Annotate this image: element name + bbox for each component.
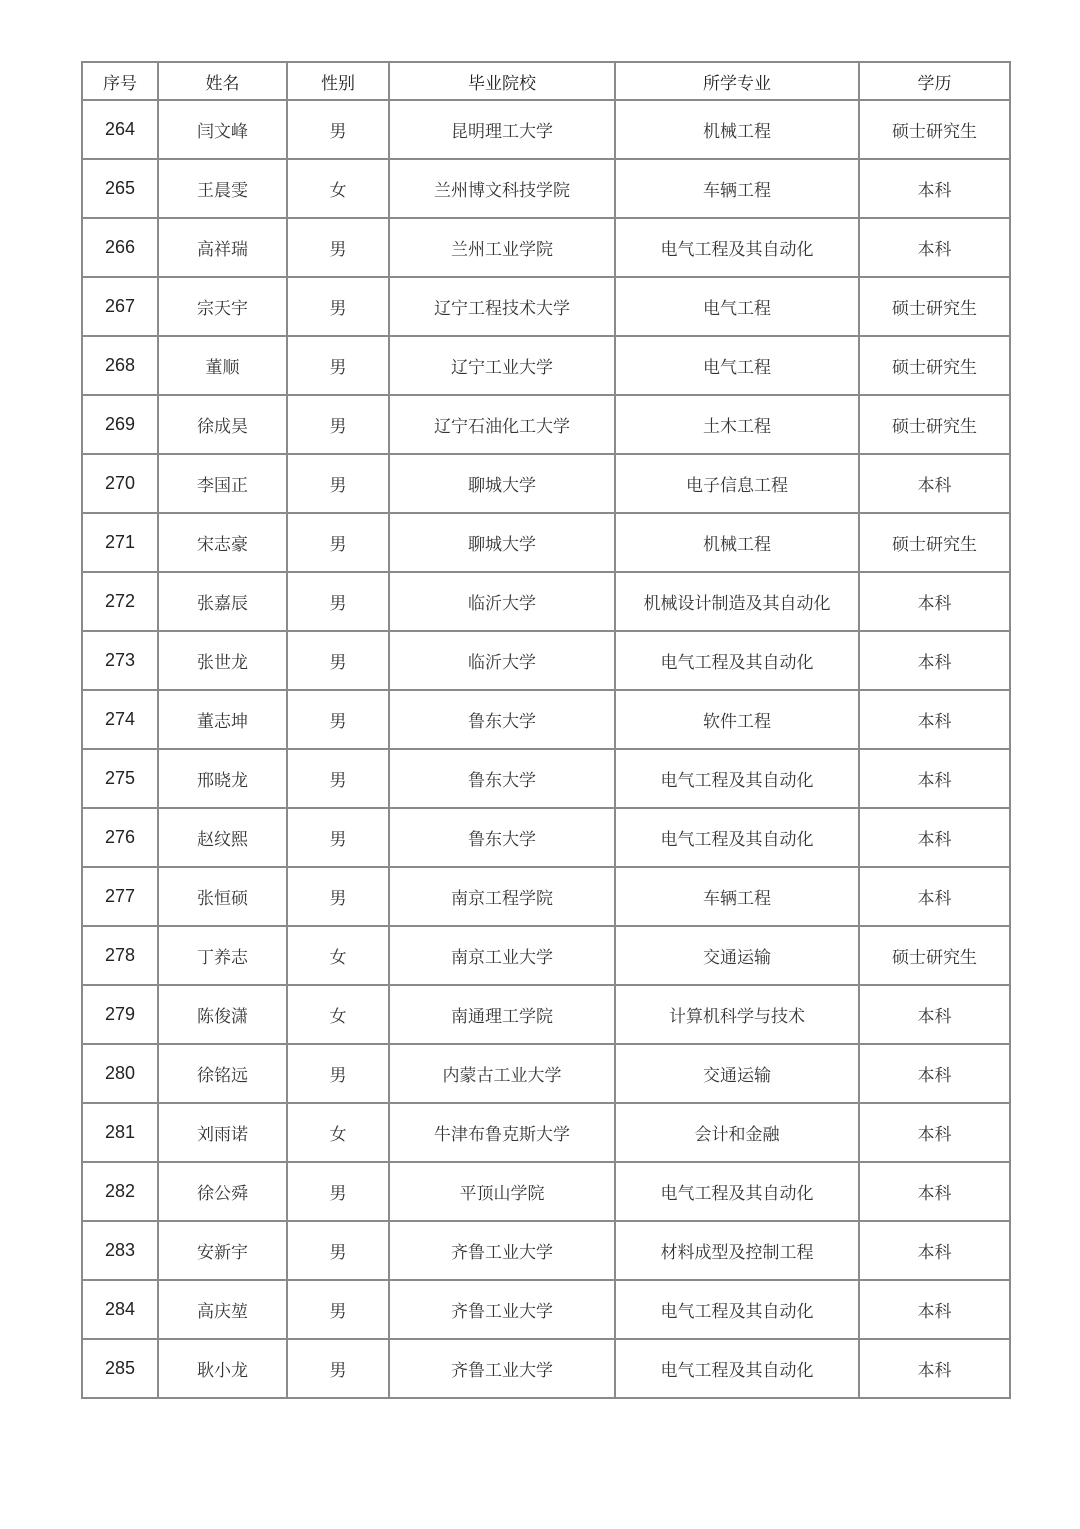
cell-seq: 273 xyxy=(82,631,158,690)
cell-school: 鲁东大学 xyxy=(389,808,615,867)
cell-seq: 285 xyxy=(82,1339,158,1398)
header-gender: 性别 xyxy=(287,62,389,100)
cell-school: 平顶山学院 xyxy=(389,1162,615,1221)
cell-degree: 硕士研究生 xyxy=(859,277,1010,336)
cell-degree: 硕士研究生 xyxy=(859,336,1010,395)
table-row xyxy=(82,159,1010,218)
cell-major: 软件工程 xyxy=(615,690,859,749)
cell-name: 陈俊潇 xyxy=(158,985,287,1044)
cell-seq: 275 xyxy=(82,749,158,808)
cell-school: 鲁东大学 xyxy=(389,690,615,749)
cell-name: 徐公舜 xyxy=(158,1162,287,1221)
cell-gender: 男 xyxy=(287,867,389,926)
header-degree: 学历 xyxy=(859,62,1010,100)
header-seq: 序号 xyxy=(82,62,158,100)
table-row xyxy=(82,1103,1010,1162)
cell-degree: 本科 xyxy=(859,1221,1010,1280)
cell-school: 牛津布鲁克斯大学 xyxy=(389,1103,615,1162)
cell-degree: 本科 xyxy=(859,1162,1010,1221)
cell-school: 辽宁工业大学 xyxy=(389,336,615,395)
cell-name: 耿小龙 xyxy=(158,1339,287,1398)
table-row xyxy=(82,1162,1010,1221)
cell-major: 电气工程及其自动化 xyxy=(615,1162,859,1221)
cell-name: 张世龙 xyxy=(158,631,287,690)
cell-name: 张恒硕 xyxy=(158,867,287,926)
cell-major: 机械设计制造及其自动化 xyxy=(615,572,859,631)
cell-school: 临沂大学 xyxy=(389,572,615,631)
cell-gender: 男 xyxy=(287,336,389,395)
cell-name: 高庆堃 xyxy=(158,1280,287,1339)
table-row xyxy=(82,926,1010,985)
cell-gender: 男 xyxy=(287,1339,389,1398)
cell-school: 鲁东大学 xyxy=(389,749,615,808)
cell-name: 董志坤 xyxy=(158,690,287,749)
cell-major: 电子信息工程 xyxy=(615,454,859,513)
cell-name: 董顺 xyxy=(158,336,287,395)
table-row xyxy=(82,690,1010,749)
cell-school: 聊城大学 xyxy=(389,454,615,513)
cell-school: 兰州工业学院 xyxy=(389,218,615,277)
table-row xyxy=(82,100,1010,159)
cell-seq: 271 xyxy=(82,513,158,572)
header-school: 毕业院校 xyxy=(389,62,615,100)
cell-school: 内蒙古工业大学 xyxy=(389,1044,615,1103)
cell-gender: 男 xyxy=(287,749,389,808)
cell-gender: 男 xyxy=(287,218,389,277)
table-row xyxy=(82,336,1010,395)
table-header xyxy=(82,62,1010,100)
cell-major: 电气工程及其自动化 xyxy=(615,1339,859,1398)
cell-name: 安新宇 xyxy=(158,1221,287,1280)
cell-seq: 284 xyxy=(82,1280,158,1339)
cell-seq: 282 xyxy=(82,1162,158,1221)
cell-gender: 男 xyxy=(287,395,389,454)
cell-seq: 280 xyxy=(82,1044,158,1103)
cell-seq: 268 xyxy=(82,336,158,395)
cell-degree: 本科 xyxy=(859,985,1010,1044)
cell-gender: 男 xyxy=(287,1162,389,1221)
cell-name: 邢晓龙 xyxy=(158,749,287,808)
cell-seq: 278 xyxy=(82,926,158,985)
cell-gender: 女 xyxy=(287,1103,389,1162)
cell-school: 临沂大学 xyxy=(389,631,615,690)
cell-major: 交通运输 xyxy=(615,1044,859,1103)
cell-gender: 女 xyxy=(287,159,389,218)
header-major: 所学专业 xyxy=(615,62,859,100)
cell-major: 车辆工程 xyxy=(615,867,859,926)
cell-seq: 267 xyxy=(82,277,158,336)
cell-seq: 265 xyxy=(82,159,158,218)
cell-school: 辽宁工程技术大学 xyxy=(389,277,615,336)
table-row xyxy=(82,1044,1010,1103)
cell-gender: 男 xyxy=(287,1280,389,1339)
cell-degree: 本科 xyxy=(859,1103,1010,1162)
cell-gender: 男 xyxy=(287,808,389,867)
cell-degree: 硕士研究生 xyxy=(859,395,1010,454)
cell-name: 赵纹熙 xyxy=(158,808,287,867)
cell-degree: 本科 xyxy=(859,218,1010,277)
cell-degree: 本科 xyxy=(859,159,1010,218)
cell-gender: 男 xyxy=(287,277,389,336)
cell-gender: 男 xyxy=(287,100,389,159)
cell-school: 齐鲁工业大学 xyxy=(389,1339,615,1398)
table-row xyxy=(82,749,1010,808)
cell-gender: 男 xyxy=(287,454,389,513)
cell-degree: 硕士研究生 xyxy=(859,513,1010,572)
roster-table xyxy=(81,61,1011,1399)
cell-major: 材料成型及控制工程 xyxy=(615,1221,859,1280)
cell-seq: 277 xyxy=(82,867,158,926)
cell-major: 电气工程及其自动化 xyxy=(615,749,859,808)
cell-name: 徐成昊 xyxy=(158,395,287,454)
cell-major: 计算机科学与技术 xyxy=(615,985,859,1044)
table-row xyxy=(82,1339,1010,1398)
cell-name: 王晨雯 xyxy=(158,159,287,218)
table-row xyxy=(82,454,1010,513)
cell-seq: 270 xyxy=(82,454,158,513)
cell-gender: 男 xyxy=(287,631,389,690)
cell-name: 高祥瑞 xyxy=(158,218,287,277)
cell-school: 南通理工学院 xyxy=(389,985,615,1044)
table-row xyxy=(82,808,1010,867)
table-row xyxy=(82,218,1010,277)
cell-major: 电气工程 xyxy=(615,277,859,336)
table-row xyxy=(82,985,1010,1044)
cell-major: 电气工程及其自动化 xyxy=(615,631,859,690)
cell-major: 电气工程及其自动化 xyxy=(615,808,859,867)
cell-name: 宋志豪 xyxy=(158,513,287,572)
cell-school: 昆明理工大学 xyxy=(389,100,615,159)
cell-name: 宗天宇 xyxy=(158,277,287,336)
cell-seq: 274 xyxy=(82,690,158,749)
header-name: 姓名 xyxy=(158,62,287,100)
cell-seq: 276 xyxy=(82,808,158,867)
cell-name: 闫文峰 xyxy=(158,100,287,159)
cell-school: 南京工程学院 xyxy=(389,867,615,926)
cell-name: 张嘉辰 xyxy=(158,572,287,631)
table-row xyxy=(82,513,1010,572)
cell-school: 南京工业大学 xyxy=(389,926,615,985)
cell-seq: 264 xyxy=(82,100,158,159)
cell-name: 李国正 xyxy=(158,454,287,513)
cell-major: 土木工程 xyxy=(615,395,859,454)
table-body xyxy=(82,100,1010,1398)
cell-seq: 272 xyxy=(82,572,158,631)
cell-degree: 本科 xyxy=(859,572,1010,631)
cell-degree: 本科 xyxy=(859,454,1010,513)
cell-degree: 本科 xyxy=(859,1044,1010,1103)
cell-degree: 硕士研究生 xyxy=(859,926,1010,985)
cell-gender: 男 xyxy=(287,1044,389,1103)
cell-gender: 男 xyxy=(287,513,389,572)
cell-major: 机械工程 xyxy=(615,100,859,159)
cell-seq: 281 xyxy=(82,1103,158,1162)
cell-school: 兰州博文科技学院 xyxy=(389,159,615,218)
cell-seq: 283 xyxy=(82,1221,158,1280)
cell-degree: 本科 xyxy=(859,867,1010,926)
table-row xyxy=(82,277,1010,336)
cell-major: 电气工程及其自动化 xyxy=(615,1280,859,1339)
cell-school: 齐鲁工业大学 xyxy=(389,1280,615,1339)
cell-gender: 男 xyxy=(287,1221,389,1280)
cell-name: 丁养志 xyxy=(158,926,287,985)
cell-gender: 女 xyxy=(287,926,389,985)
cell-seq: 266 xyxy=(82,218,158,277)
cell-degree: 本科 xyxy=(859,808,1010,867)
cell-major: 电气工程及其自动化 xyxy=(615,218,859,277)
cell-school: 辽宁石油化工大学 xyxy=(389,395,615,454)
table-row xyxy=(82,1280,1010,1339)
cell-major: 电气工程 xyxy=(615,336,859,395)
cell-degree: 硕士研究生 xyxy=(859,100,1010,159)
table-row xyxy=(82,867,1010,926)
cell-gender: 女 xyxy=(287,985,389,1044)
table-row xyxy=(82,631,1010,690)
table-row xyxy=(82,1221,1010,1280)
cell-degree: 本科 xyxy=(859,690,1010,749)
cell-major: 会计和金融 xyxy=(615,1103,859,1162)
cell-school: 聊城大学 xyxy=(389,513,615,572)
cell-seq: 269 xyxy=(82,395,158,454)
cell-gender: 男 xyxy=(287,572,389,631)
cell-school: 齐鲁工业大学 xyxy=(389,1221,615,1280)
header-row xyxy=(82,62,1010,100)
cell-seq: 279 xyxy=(82,985,158,1044)
cell-degree: 本科 xyxy=(859,749,1010,808)
cell-name: 刘雨诺 xyxy=(158,1103,287,1162)
table-row xyxy=(82,572,1010,631)
cell-major: 交通运输 xyxy=(615,926,859,985)
cell-degree: 本科 xyxy=(859,1339,1010,1398)
cell-name: 徐铭远 xyxy=(158,1044,287,1103)
cell-degree: 本科 xyxy=(859,1280,1010,1339)
table-row xyxy=(82,395,1010,454)
cell-major: 机械工程 xyxy=(615,513,859,572)
cell-gender: 男 xyxy=(287,690,389,749)
cell-major: 车辆工程 xyxy=(615,159,859,218)
cell-degree: 本科 xyxy=(859,631,1010,690)
